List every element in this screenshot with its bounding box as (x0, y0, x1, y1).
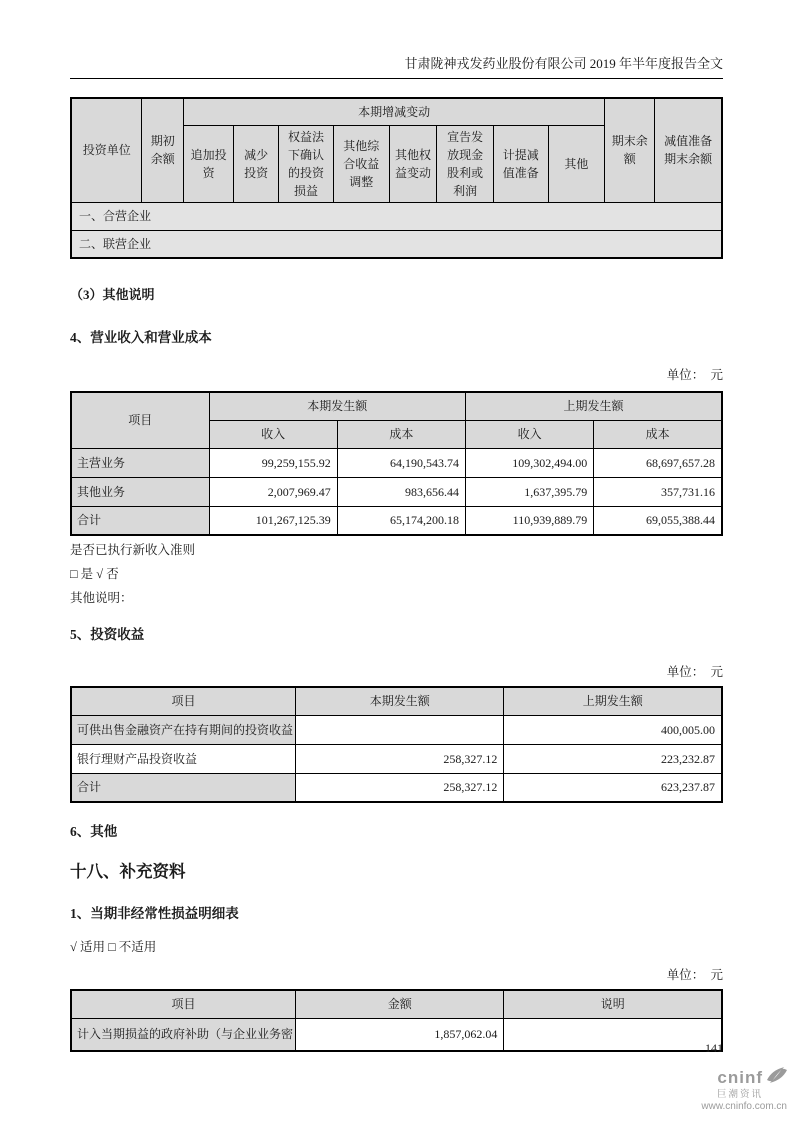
col-group-period-changes: 本期增减变动 (184, 98, 605, 125)
report-title: 甘肃陇神戎发药业股份有限公司 2019 年半年度报告全文 (404, 56, 723, 71)
cell-value: 109,302,494.00 (465, 448, 593, 477)
col-header-current-period: 本期发生额 (296, 687, 504, 715)
heading-revenue-cost: 4、营业收入和营业成本 (70, 330, 212, 345)
page-content (70, 0, 723, 1052)
row-label: 其他业务 (71, 477, 209, 506)
row-label: 主营业务 (71, 448, 209, 477)
cell-value: 101,267,125.39 (209, 506, 337, 535)
cninfo-swirl-icon (765, 1065, 789, 1090)
cell-value: 357,731.16 (594, 477, 722, 506)
nonrecurring-items-table (70, 989, 723, 1052)
cell-value: 1,637,395.79 (465, 477, 593, 506)
col-header-item: 项目 (71, 990, 296, 1018)
heading-investment-income: 5、投资收益 (70, 627, 145, 642)
cell-value: 400,005.00 (504, 715, 722, 744)
applicable-checkbox-line: √ 适用 □ 不适用 (70, 940, 157, 954)
table-row-associates: 二、联营企业 (71, 230, 722, 258)
col-header-invest-unit: 投资单位 (71, 98, 142, 202)
heading-other: 6、其他 (70, 824, 118, 839)
row-label: 银行理财产品投资收益 (71, 744, 296, 773)
table-row-bank-wmp-income (71, 744, 722, 773)
investment-changes-table (70, 97, 723, 259)
row-label: 合计 (71, 773, 296, 802)
col-header-impairment-end: 减值准备期末余额 (655, 98, 722, 202)
col-header-prior-income: 收入 (465, 420, 593, 448)
col-header-additional-investment: 追加投资 (184, 125, 234, 202)
table-row-other-business (71, 477, 722, 506)
unit-label: 单位： 元 (666, 968, 723, 982)
cell-value: 2,007,969.47 (209, 477, 337, 506)
cell-value: 69,055,388.44 (594, 506, 722, 535)
cell-value: 65,174,200.18 (337, 506, 465, 535)
document-header (70, 0, 723, 79)
page-number: 141 (705, 1041, 723, 1055)
cell-value: 1,857,062.04 (296, 1018, 504, 1051)
heading-supplementary-info: 十八、补充资料 (70, 862, 186, 881)
col-header-item: 项目 (71, 392, 209, 448)
table-row-total (71, 773, 722, 802)
table-row-government-subsidy (71, 1018, 722, 1051)
col-header-oci-adjustment: 其他综合收益调整 (333, 125, 389, 202)
row-label: 可供出售金融资产在持有期间的投资收益 (71, 715, 296, 744)
col-header-prior-cost: 成本 (594, 420, 722, 448)
table-row-joint-ventures: 一、合营企业 (71, 202, 722, 230)
cell-value: 223,232.87 (504, 744, 722, 773)
col-header-end-balance: 期末余额 (605, 98, 655, 202)
revenue-cost-table (70, 391, 723, 536)
col-header-other-equity-change: 其他权益变动 (389, 125, 437, 202)
col-group-prior-period: 上期发生额 (465, 392, 722, 420)
unit-label: 单位： 元 (666, 368, 723, 382)
table-row-total (71, 506, 722, 535)
cninfo-url: www.cninfo.com.cn (701, 1101, 787, 1112)
cninfo-logo-row (649, 1065, 789, 1090)
col-header-prior-period: 上期发生额 (504, 687, 722, 715)
cell-value: 623,237.87 (504, 773, 722, 802)
cell-value: 983,656.44 (337, 477, 465, 506)
col-header-item: 项目 (71, 687, 296, 715)
col-header-amount: 金额 (296, 990, 504, 1018)
col-header-impairment-provision: 计提减值准备 (493, 125, 548, 202)
col-header-begin-balance: 期初余额 (142, 98, 184, 202)
cell-value (504, 1018, 722, 1051)
cninfo-chinese-name: 巨潮资讯 (716, 1090, 763, 1100)
col-header-note: 说明 (504, 990, 722, 1018)
col-header-reduced-investment: 减少投资 (234, 125, 279, 202)
col-header-other: 其他 (548, 125, 605, 202)
cninfo-brand-text: cninf (717, 1068, 763, 1087)
cell-value: 68,697,657.28 (594, 448, 722, 477)
investment-income-table (70, 686, 723, 803)
new-revenue-standard-question: 是否已执行新收入准则 (70, 543, 196, 557)
heading-other-note: （3）其他说明 (70, 287, 155, 302)
row-label: 合计 (71, 506, 209, 535)
col-header-declared-dividends: 宣告发放现金股利或利润 (437, 125, 494, 202)
cell-value: 110,939,889.79 (465, 506, 593, 535)
col-group-current-period: 本期发生额 (209, 392, 465, 420)
col-header-current-cost: 成本 (337, 420, 465, 448)
other-note-label: 其他说明： (70, 591, 133, 605)
heading-nonrecurring-items: 1、当期非经常性损益明细表 (70, 906, 239, 921)
cell-value: 258,327.12 (296, 744, 504, 773)
col-header-equity-method-pnl: 权益法下确认的投资损益 (279, 125, 334, 202)
cell-value: 99,259,155.92 (209, 448, 337, 477)
row-label: 计入当期损益的政府补助（与企业业务密 (71, 1018, 296, 1051)
new-revenue-standard-answer: □ 是 √ 否 (70, 567, 119, 581)
cell-value: 258,327.12 (296, 773, 504, 802)
table-row-main-business (71, 448, 722, 477)
col-header-current-income: 收入 (209, 420, 337, 448)
unit-label: 单位： 元 (666, 665, 723, 679)
cell-value: 64,190,543.74 (337, 448, 465, 477)
cell-value (296, 715, 504, 744)
cninfo-logo (649, 1065, 789, 1113)
table-row-afs-income (71, 715, 722, 744)
